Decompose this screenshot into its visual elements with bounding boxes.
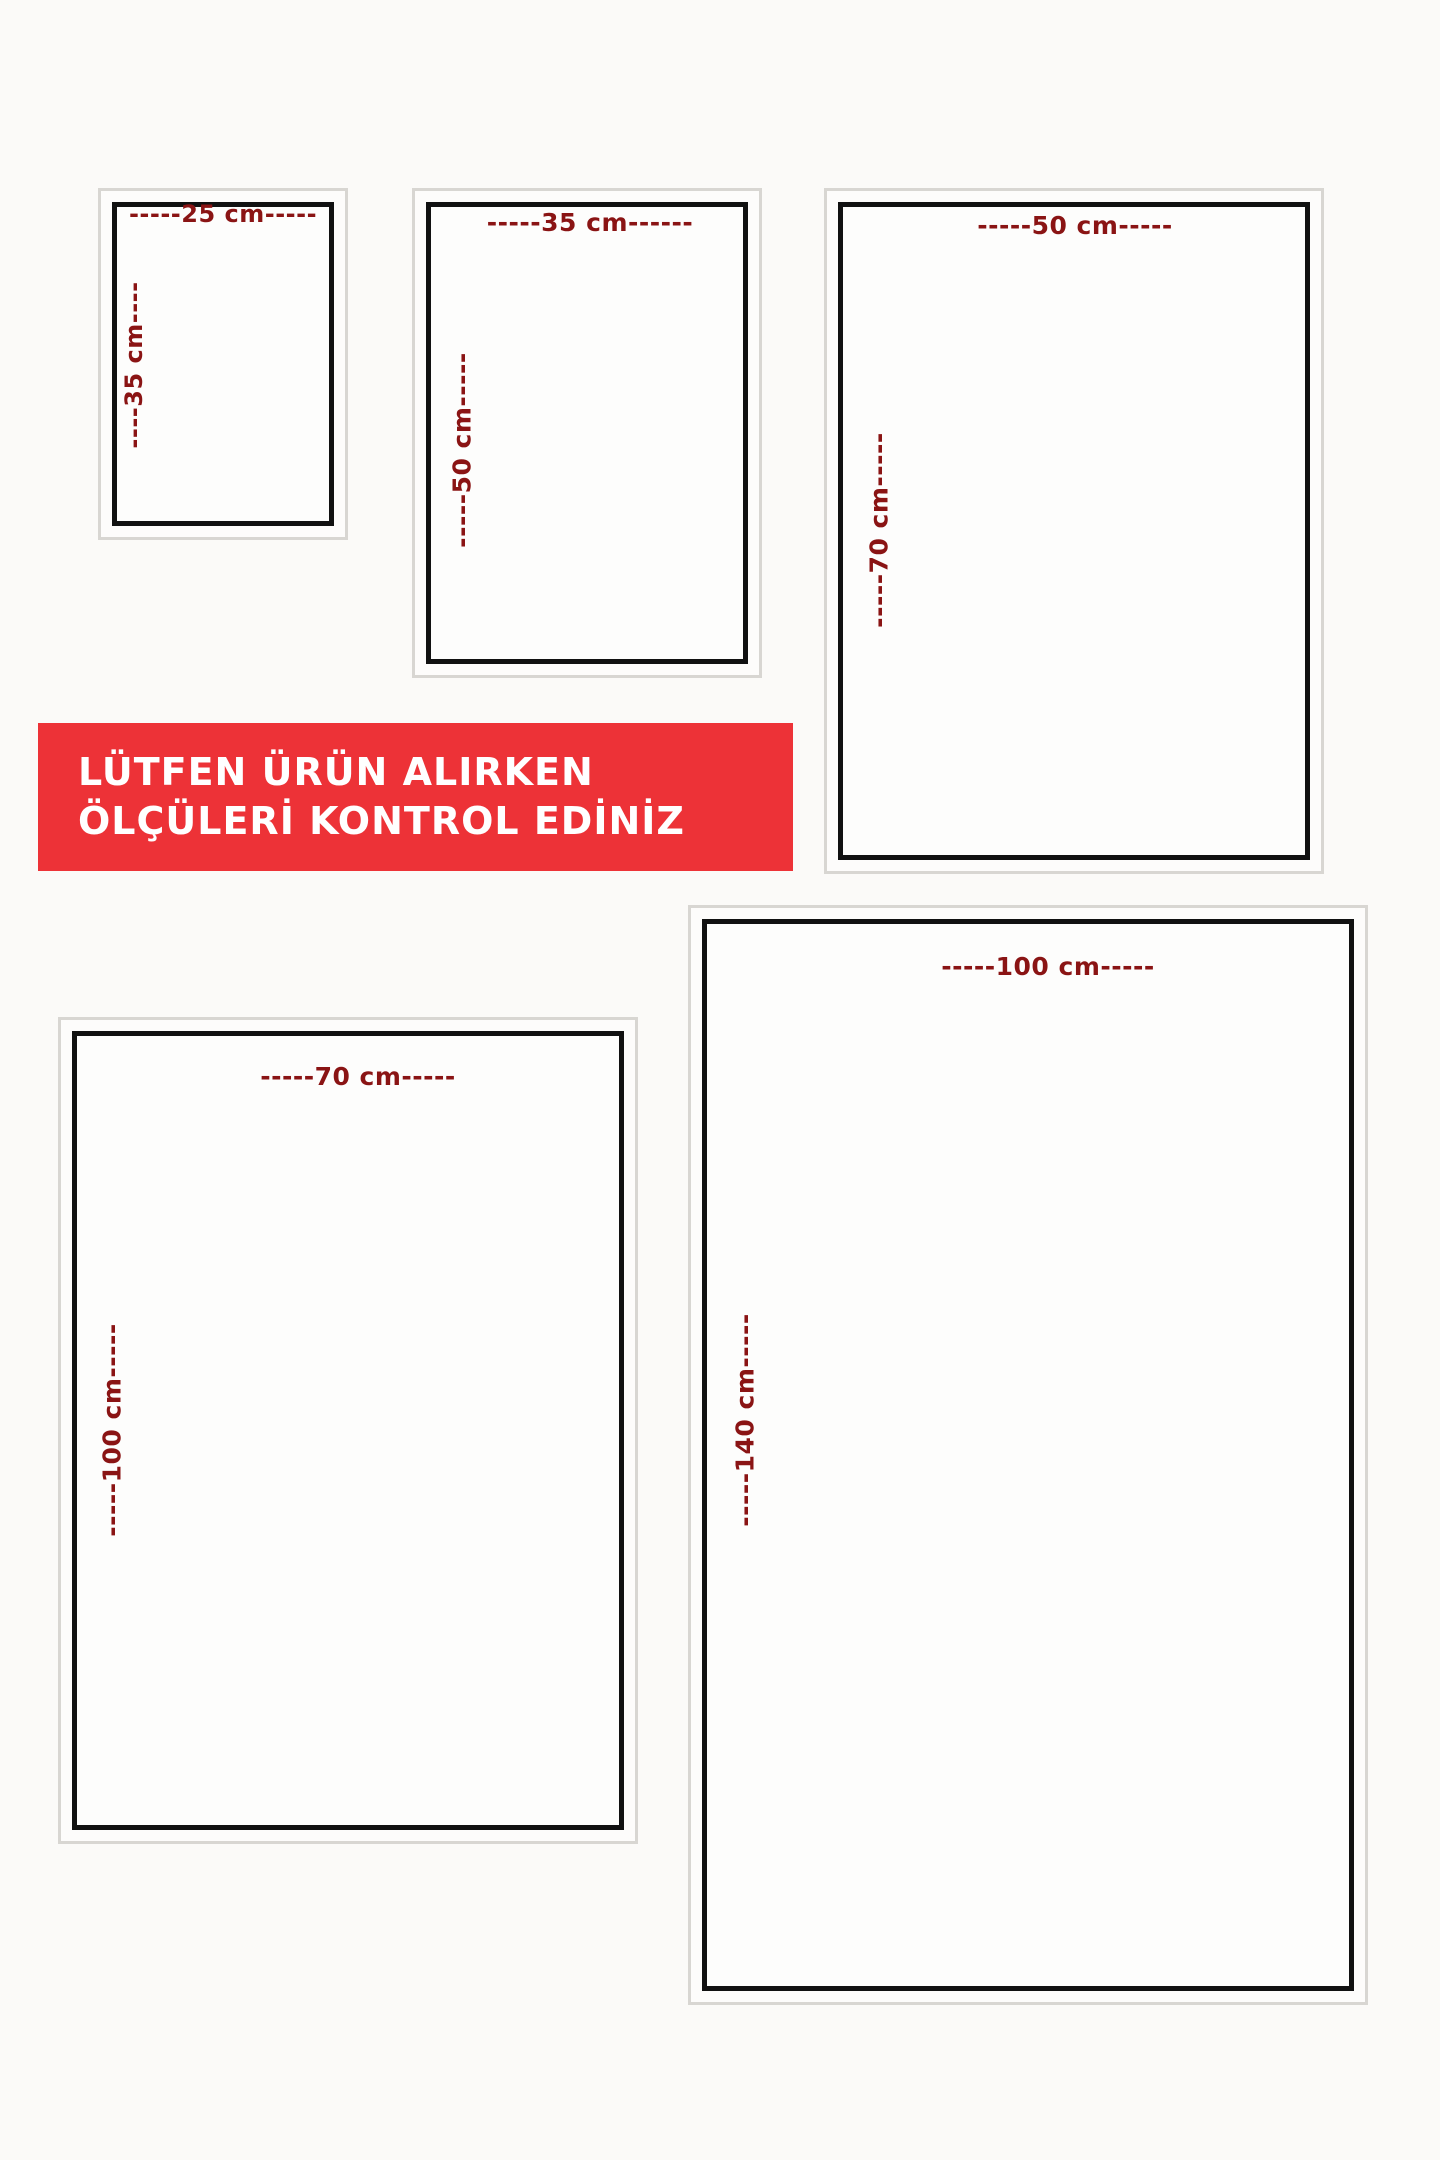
frame-25x35-height-label-wrap [120,281,148,448]
frame-35x50-height-label: -----50 cm----- [447,352,477,548]
frame-70x100-height-label: -----100 cm----- [97,1323,127,1537]
warning-line-2: ÖLÇÜLERİ KONTROL EDİNİZ [78,799,685,843]
warning-line-1: LÜTFEN ÜRÜN ALIRKEN [78,750,594,795]
frame-50x70-inner [838,202,1310,860]
frame-50x70-width-label: -----50 cm----- [977,211,1173,240]
frame-50x70 [824,188,1324,874]
frame-100x140-height-label-wrap [731,1313,760,1527]
frame-70x100-height-label-wrap [98,1323,127,1537]
frame-25x35-width-label: -----25 cm----- [128,200,318,228]
frame-70x100-width-label: -----70 cm----- [260,1062,456,1091]
frame-35x50-width-label: -----35 cm------ [486,208,694,237]
frame-100x140-width-label: -----100 cm----- [941,952,1155,981]
frame-25x35-height-label: ----35 cm---- [120,281,148,449]
frame-35x50-height-label-wrap [448,352,477,548]
frame-50x70-height-label: -----70 cm----- [864,432,894,628]
warning-banner [38,723,793,871]
frame-100x140-inner [702,919,1354,1991]
frame-50x70-height-label-wrap [865,432,894,628]
frame-70x100 [58,1017,638,1844]
frame-70x100-inner [72,1031,624,1830]
frame-100x140 [688,905,1368,2005]
frame-100x140-height-label: -----140 cm----- [730,1313,760,1527]
